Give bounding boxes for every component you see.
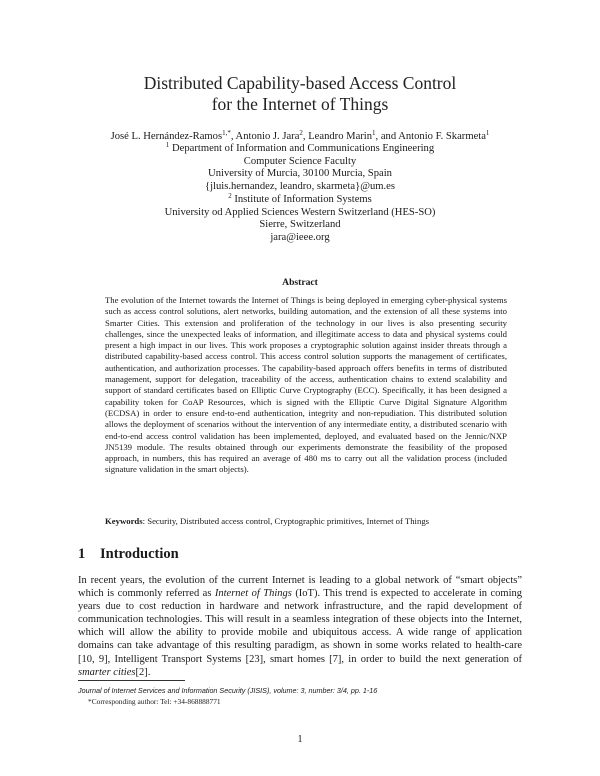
affiliation-2-name: Institute of Information Systems: [234, 193, 372, 205]
footnote-rule: [78, 680, 185, 681]
title-line-1: Distributed Capability-based Access Control: [143, 73, 457, 93]
intro-text-part: In recent years, the evolution of the current Internet is leading to a global network of “smart objects” which is commonly referred as: [78, 575, 522, 600]
affiliation-2-dept: [0, 191, 600, 207]
intro-text-part: (IoT). This trend is expected to accelerate in coming years due to cost reduction in hardware and network infrastructure, and the rapid development of communication technologies. This will result in a seamless integration of these objects into the Internet, which will allow the ability to provide mobile and ubiquitous access. A wide range of application domains can take advantage of this resulting paradigm, as shown in some works related to health-care [10, 9], Intelligent Transport Systems [23], smart homes [7], in order to build the next generation of: [78, 588, 522, 665]
affiliation-mark: 1: [165, 141, 170, 149]
affiliation-1-dept: [0, 143, 600, 156]
author-name: Antonio F. Skarmeta: [398, 131, 486, 142]
affiliation-2-univ: University od Applied Sciences Western Switzerland (HES-SO): [164, 206, 436, 218]
author-name: Antonio J. Jara: [235, 131, 300, 142]
affiliation-1-email: {jluis.hernandez, leandro, skarmeta}@um.es: [205, 181, 395, 193]
keywords-label: Keywords: [105, 516, 143, 526]
affiliation-1-name: Department of Information and Communications Engineering: [172, 143, 435, 154]
affiliation-1-place: University of Murcia, 30100 Murcia, Spain: [208, 168, 392, 180]
affiliation-mark: 2: [228, 191, 232, 200]
affiliation-2-email: jara@ieee.org: [270, 231, 330, 243]
journal-footnote: Journal of Internet Services and Information Security (JISIS), volume: 3, number: 3/4, pp. 1-16: [78, 686, 378, 695]
title-line-2: for the Internet of Things: [211, 94, 389, 114]
author-separator: ,: [230, 131, 236, 142]
author-name: José L. Hernández-Ramos: [110, 131, 223, 142]
author-separator: ,: [302, 131, 309, 142]
keywords: [105, 516, 507, 527]
abstract-heading: Abstract: [282, 277, 318, 288]
author-list: [0, 130, 600, 143]
author-mark: 2: [299, 129, 303, 137]
intro-term: smarter cities: [78, 666, 136, 678]
author-name: Leandro Marin: [308, 131, 373, 142]
author-mark: 1: [372, 129, 376, 137]
author-mark: 1: [485, 129, 490, 137]
keywords-text: : Security, Distributed access control, Cryptographic primitives, Internet of Things: [142, 516, 430, 526]
affiliation-1-faculty: Computer Science Faculty: [243, 155, 357, 167]
intro-term: Internet of Things: [214, 588, 292, 600]
affiliation-2-place: Sierre, Switzerland: [259, 219, 341, 231]
page-number: 1: [297, 734, 303, 745]
section-number: 1: [78, 546, 86, 562]
author-separator: , and: [375, 131, 399, 142]
paper-title: [0, 73, 600, 115]
author-mark: 1,*: [222, 129, 231, 137]
section-title: Introduction: [100, 546, 179, 562]
intro-text-part: [2].: [135, 666, 151, 678]
section-heading: [78, 546, 538, 562]
affiliations: [0, 143, 600, 245]
abstract-text: The evolution of the Internet towards the Internet of Things is being deployed in emerging cyber-physical systems such as access control solutions, alert networks, building automation, and the extension of all these systems into Smarter Cities. This extension and proliferation of the technology in our lives is also presenting security challenges, since the unexpected leaks of information, and illegitimate access to data and physical systems could present a high impact in our lives. This work proposes a cryptographic solution against insider threats through a distributed capability-based access control. This access control solution supports the management of certificates, authentication, and authorization processes. The capability-based approach offers benefits in terms of distributed management, support for delegation, traceability of the access, authentication chains to extend scalability and support of standard certificates based on Elliptic Curve Cryptography (ECC). Specifically, it has been designed a capability token for CoAP Resources, which is signed with the Elliptic Curve Digital Signature Algorithm (ECDSA) in order to ensure end-to-end authentication, integrity and non-repudiation. This distributed solution allows the deployment of scenarios without the intervention of any intermediate entity, a distributed scenario with end-to-end access control validation has been implemented, deployed, and evaluated based on the Jennic/NXP JN5139 module. The results obtained through our experiments demonstrate the feasibility of the proposed approach, in numbers, this has required an average of 480 ms to carry out all the validation process (included signature validation in the smart objects).: [105, 295, 507, 475]
corresponding-author-footnote: *Corresponding author: Tel: +34-868888771: [88, 697, 221, 706]
introduction-paragraph: [78, 574, 522, 679]
